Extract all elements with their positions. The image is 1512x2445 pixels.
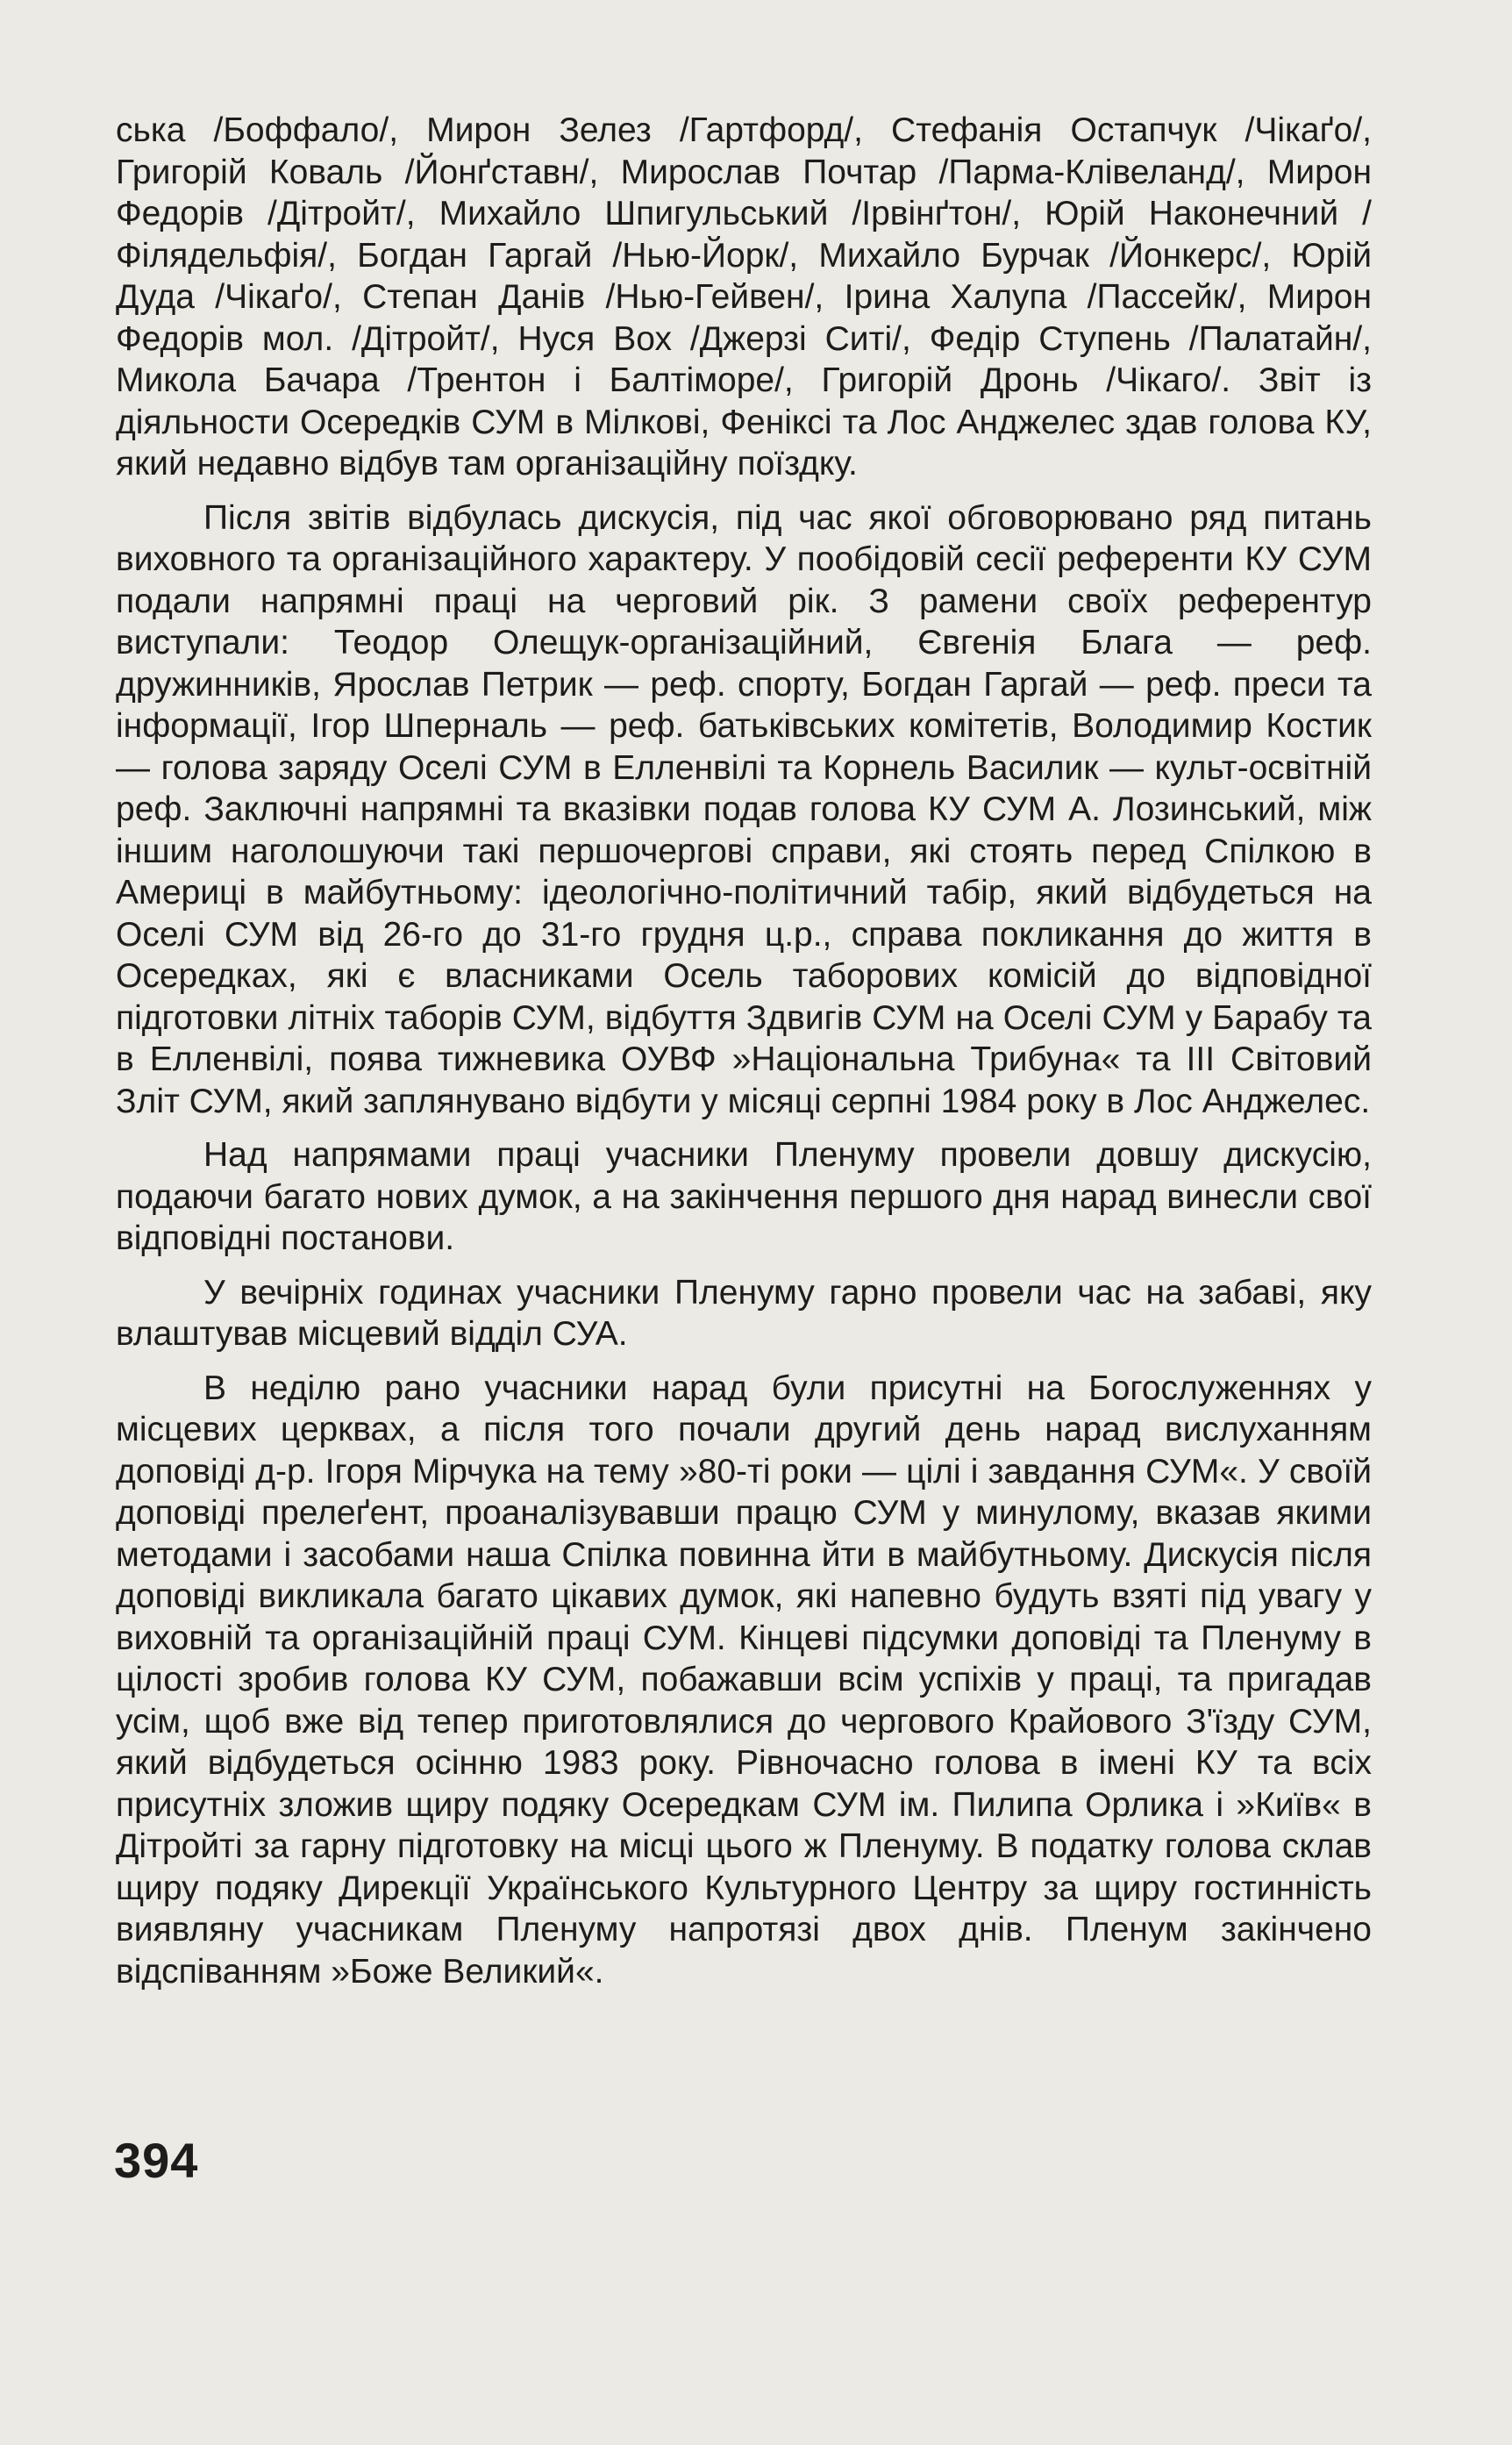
body-text <box>116 110 1372 1992</box>
paragraph-4: У вечірніх годинах учасники Пленуму гарно провели час на забаві, яку влаштував місцевий відділ СУА. <box>116 1273 1372 1353</box>
paragraph-3: Над напрямами праці учасники Пленуму провели довшу дискусію, подаючи багато нових думок, а на закінчення першого дня нарад винесли свої відповідні постанови. <box>116 1136 1372 1257</box>
paragraph-5: В неділю рано учасники нарад були присутні на Богослуженнях у місцевих церквах, а після того почали другий день нарад вислуханням доповіді д-р. Ігоря Мірчука на тему »80-ті роки — цілі і завдання СУМ«. У своїй доповіді прелеґент, проаналізувавши працю СУМ у минулому, вказав якими методами і засобами наша Спілка повинна йти в майбутньому. Дискусія після доповіді викликала багато цікавих думок, які напевно будуть взяті під увагу у виховній та організаційній праці СУМ. Кінцеві підсумки доповіді та Пленуму в цілості зробив голова КУ СУМ, побажавши всім успіхів у праці, та пригадав усім, щоб вже від тепер приготовлялися до чергового Крайового З'їзду СУМ, який відбудеться осінню 1983 року. Рівночасно голова в імені КУ та всіх присутніх зложив щиру подяку Осередкам СУМ ім. Пилипа Орлика і »Київ« в Дітройті за гарну підготовку на місці цього ж Пленуму. В податку голова склав щиру подяку Дирекції Українського Культурного Центру за щиру гостинність виявляну учасникам Пленуму напротязі двох днів. Пленум закінчено відспіванням »Боже Великий«. <box>116 1369 1372 1991</box>
paragraph-2: Після звітів відбулась дискусія, під час якої обговорювано ряд питань виховного та організаційного характеру. У пообідовій сесії референти КУ СУМ подали напрямні праці на черговий рік. З рамени своїх референтур виступали: Теодор Олещук-організаційний, Євгенія Блага — реф. дружинників, Ярослав Петрик — реф. спорту, Богдан Гаргай — реф. преси та інформації, Ігор Шперналь — реф. батьківських комітетів, Володимир Костик — голова заряду Оселі СУМ в Елленвілі та Корнель Василик — культ-освітній реф. Заключні напрямні та вказівки подав голова КУ СУМ А. Лозинський, між іншим наголошуючи такі першочергові справи, які стоять перед Спілкою в Америці в майбутньому: ідеологічно-політичний табір, який відбудеться на Оселі СУМ від 26-го до 31-го грудня ц.р., справа покликання до життя в Осередках, які є власниками Осель таборових комісій до відповідної підготовки літніх таборів СУМ, відбуття Здвигів СУМ на Оселі СУМ у Барабу та в Елленвілі, поява тижневика ОУВФ »Національна Трибуна« та III Світовий Зліт СУМ, який заплянувано відбути у місяці серпні 1984 року в Лос Анджелес. <box>116 498 1372 1120</box>
page-number: 394 <box>114 2133 199 2188</box>
paragraph-1: ська /Боффало/, Мирон Зелез /Гартфорд/, Стефанія Остапчук /Чікаґо/, Григорій Коваль /Йонґставн/, Мирослав Почтар /Парма-Клівеланд/, Мирон Федорів /Дітройт/, Михайло Шпигульський /Ірвінґтон/, Юрій Наконечний /Філядельфія/, Богдан Гаргай /Нью-Йорк/, Михайло Бурчак /Йонкерс/, Юрій Дуда /Чікаґо/, Степан Данів /Нью-Гейвен/, Ірина Халупа /Пассейк/, Мирон Федорів мол. /Дітройт/, Нуся Вох /Джерзі Ситі/, Федір Ступень /Палатайн/, Микола Бачара /Трентон і Балтіморе/, Григорій Дронь /Чікаго/. Звіт із діяльности Осередків СУМ в Мілкові, Феніксі та Лос Анджелес здав голова КУ, який недавно відбув там організаційну поїздку. <box>116 111 1372 483</box>
